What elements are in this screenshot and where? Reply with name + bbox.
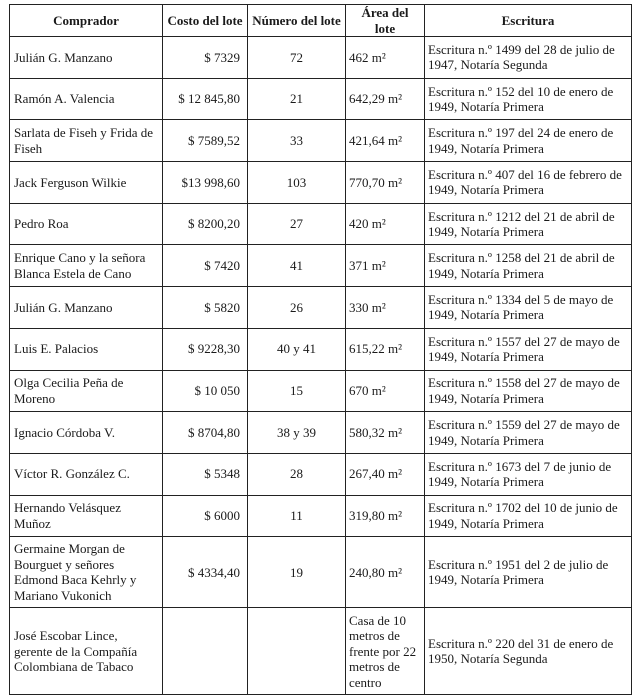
table-row bbox=[10, 287, 632, 329]
cost-cell: $ 7329 bbox=[163, 37, 248, 79]
table-row bbox=[10, 120, 632, 162]
area-cell: Casa de 10 metros de frente por 22 metros de centro bbox=[346, 608, 425, 695]
comprador-cell: Germaine Morgan de Bourguet y señores Edmond Baca Kehrly y Mariano Vukonich bbox=[10, 537, 163, 608]
deed-cell: Escritura n.º 1702 del 10 de junio de 1949, Notaría Primera bbox=[425, 495, 632, 537]
comprador-cell: Sarlata de Fiseh y Frida de Fiseh bbox=[10, 120, 163, 162]
deed-cell: Escritura n.º 1951 del 2 de julio de 1949, Notaría Primera bbox=[425, 537, 632, 608]
cost-cell: $ 8704,80 bbox=[163, 412, 248, 454]
table-row bbox=[10, 203, 632, 245]
lot-number-cell: 40 y 41 bbox=[248, 328, 346, 370]
deed-cell: Escritura n.º 407 del 16 de febrero de 1949, Notaría Primera bbox=[425, 162, 632, 204]
area-cell: 770,70 m² bbox=[346, 162, 425, 204]
lot-number-cell: 38 y 39 bbox=[248, 412, 346, 454]
deed-cell: Escritura n.º 1673 del 7 de junio de 1949, Notaría Primera bbox=[425, 453, 632, 495]
deed-cell: Escritura n.º 1334 del 5 de mayo de 1949, Notaría Primera bbox=[425, 287, 632, 329]
lot-sales-table bbox=[9, 4, 632, 695]
lot-number-cell: 27 bbox=[248, 203, 346, 245]
area-cell: 319,80 m² bbox=[346, 495, 425, 537]
deed-cell: Escritura n.º 197 del 24 de enero de 1949, Notaría Primera bbox=[425, 120, 632, 162]
lot-number-cell: 19 bbox=[248, 537, 346, 608]
lot-number-cell bbox=[248, 608, 346, 695]
deed-cell: Escritura n.º 152 del 10 de enero de 1949, Notaría Primera bbox=[425, 78, 632, 120]
lot-number-cell: 15 bbox=[248, 370, 346, 412]
table-row bbox=[10, 370, 632, 412]
deed-cell: Escritura n.º 1557 del 27 de mayo de 1949, Notaría Primera bbox=[425, 328, 632, 370]
area-cell: 371 m² bbox=[346, 245, 425, 287]
table-row bbox=[10, 37, 632, 79]
table-row bbox=[10, 608, 632, 695]
table-row bbox=[10, 162, 632, 204]
deed-cell: Escritura n.º 1559 del 27 de mayo de 1949, Notaría Primera bbox=[425, 412, 632, 454]
cost-cell: $ 4334,40 bbox=[163, 537, 248, 608]
comprador-cell: Julián G. Manzano bbox=[10, 37, 163, 79]
cost-cell: $ 8200,20 bbox=[163, 203, 248, 245]
cost-cell: $ 10 050 bbox=[163, 370, 248, 412]
lot-number-cell: 11 bbox=[248, 495, 346, 537]
cost-cell: $ 12 845,80 bbox=[163, 78, 248, 120]
deed-cell: Escritura n.º 1212 del 21 de abril de 1949, Notaría Primera bbox=[425, 203, 632, 245]
table-row bbox=[10, 412, 632, 454]
cost-cell: $ 6000 bbox=[163, 495, 248, 537]
header-row bbox=[10, 5, 632, 37]
lot-number-cell: 41 bbox=[248, 245, 346, 287]
comprador-cell: Ramón A. Valencia bbox=[10, 78, 163, 120]
table-row bbox=[10, 453, 632, 495]
table-row bbox=[10, 495, 632, 537]
deed-cell: Escritura n.º 220 del 31 de enero de 1950, Notaría Segunda bbox=[425, 608, 632, 695]
cost-cell: $13 998,60 bbox=[163, 162, 248, 204]
lot-number-cell: 26 bbox=[248, 287, 346, 329]
comprador-cell: Olga Cecilia Peña de Moreno bbox=[10, 370, 163, 412]
area-cell: 642,29 m² bbox=[346, 78, 425, 120]
header-costo: Costo del lote bbox=[163, 5, 248, 37]
lot-number-cell: 28 bbox=[248, 453, 346, 495]
area-cell: 240,80 m² bbox=[346, 537, 425, 608]
cost-cell: $ 5348 bbox=[163, 453, 248, 495]
comprador-cell: Julián G. Manzano bbox=[10, 287, 163, 329]
comprador-cell: Ignacio Córdoba V. bbox=[10, 412, 163, 454]
deed-cell: Escritura n.º 1258 del 21 de abril de 1949, Notaría Primera bbox=[425, 245, 632, 287]
cost-cell: $ 7420 bbox=[163, 245, 248, 287]
area-cell: 267,40 m² bbox=[346, 453, 425, 495]
comprador-cell: José Escobar Lince, gerente de la Compañía Colombiana de Tabaco bbox=[10, 608, 163, 695]
table-row bbox=[10, 328, 632, 370]
header-numero: Número del lote bbox=[248, 5, 346, 37]
comprador-cell: Luis E. Palacios bbox=[10, 328, 163, 370]
header-escritura: Escritura bbox=[425, 5, 632, 37]
area-cell: 330 m² bbox=[346, 287, 425, 329]
comprador-cell: Enrique Cano y la señora Blanca Estela de Cano bbox=[10, 245, 163, 287]
cost-cell: $ 7589,52 bbox=[163, 120, 248, 162]
cost-cell: $ 5820 bbox=[163, 287, 248, 329]
table-row bbox=[10, 537, 632, 608]
area-cell: 580,32 m² bbox=[346, 412, 425, 454]
lot-number-cell: 33 bbox=[248, 120, 346, 162]
header-comprador: Comprador bbox=[10, 5, 163, 37]
cost-cell: $ 9228,30 bbox=[163, 328, 248, 370]
comprador-cell: Hernando Velásquez Muñoz bbox=[10, 495, 163, 537]
table-row bbox=[10, 78, 632, 120]
area-cell: 421,64 m² bbox=[346, 120, 425, 162]
cost-cell bbox=[163, 608, 248, 695]
area-cell: 420 m² bbox=[346, 203, 425, 245]
lot-number-cell: 21 bbox=[248, 78, 346, 120]
deed-cell: Escritura n.º 1558 del 27 de mayo de 1949, Notaría Primera bbox=[425, 370, 632, 412]
table-row bbox=[10, 245, 632, 287]
header-area: Área del lote bbox=[346, 5, 425, 37]
deed-cell: Escritura n.º 1499 del 28 de julio de 1947, Notaría Segunda bbox=[425, 37, 632, 79]
comprador-cell: Pedro Roa bbox=[10, 203, 163, 245]
area-cell: 670 m² bbox=[346, 370, 425, 412]
lot-number-cell: 72 bbox=[248, 37, 346, 79]
lot-number-cell: 103 bbox=[248, 162, 346, 204]
comprador-cell: Jack Ferguson Wilkie bbox=[10, 162, 163, 204]
comprador-cell: Víctor R. González C. bbox=[10, 453, 163, 495]
area-cell: 615,22 m² bbox=[346, 328, 425, 370]
area-cell: 462 m² bbox=[346, 37, 425, 79]
